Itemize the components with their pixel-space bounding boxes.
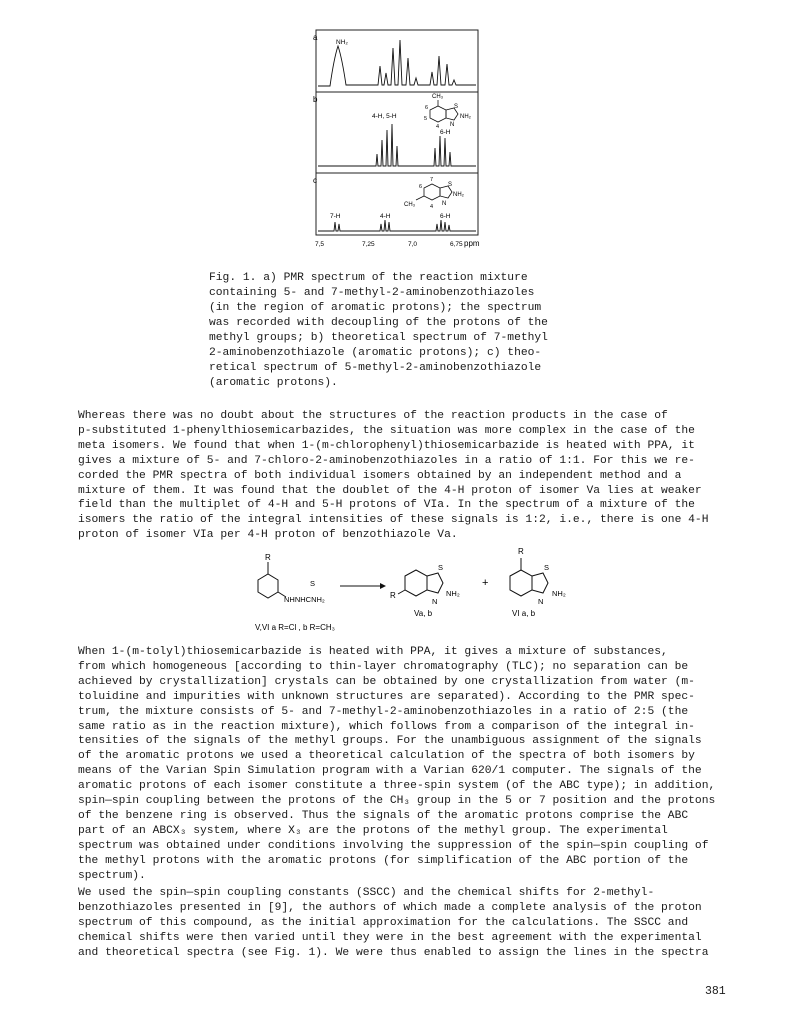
peak-label-4h: 4-H xyxy=(380,213,391,220)
page-number: 381 xyxy=(705,985,726,998)
product-via-structure xyxy=(510,558,548,596)
struct-c-n: N xyxy=(442,201,447,207)
panel-label-b: b xyxy=(313,95,318,104)
axis-tick-7-5: 7,5 xyxy=(315,241,325,248)
peak-label-6h-c: 6-H xyxy=(440,213,451,220)
paragraph-2: When 1-(m-tolyl)thiosemicarbazide is heated with PPA, it gives a mixture of substances, from which homogeneous [according to thin-layer chromatography (TLC); no separation can be achieved by crystallization] crystals can be obtained by one crystallization from water (m- toluidine and impurities with unknown structures are separated). According to the PMR spec- trum, the mixture consists of 5- and 7-methyl-2-aminobenzothiazoles in a ratio of 2:5 (the same ratio as in the reaction mixture), which follows from a comparison of the integral in- tensities of the signals of the methyl groups. For the unambiguous assignment of the signals of the aromatic protons we used a theoretical calculation of the spectra of both isomers by means of the Varian Spin Simulation program with a Varian 620/1 computer. The signals of the aromatic protons of each isomer constitute a three-spin system (of the ABC type); in addition, spin—spin coupling between the protons of the CH₃ group in the 5 or 7 position and the protons of the benzene ring is observed. Thus the signals of the aromatic protons comprise the ABC part of an ABCX₃ system, where X₃ are the protons of the methyl group. The experimental spectrum was obtained under conditions involving the suppression of the spin—spin coupling of the methyl protons with the aromatic protons (for simplification of the ABC portion of the spectrum). xyxy=(78,646,716,882)
product-via-label: VI a, b xyxy=(512,609,536,618)
struct-c-pos6: 6 xyxy=(419,184,423,190)
product-via-s: S xyxy=(544,563,550,572)
reactant-thio-s: S xyxy=(310,579,316,588)
product-va-structure xyxy=(398,570,443,596)
axis-tick-7-25: 7,25 xyxy=(362,241,375,248)
product-va-r: R xyxy=(390,591,396,600)
figure-caption: Fig. 1. a) PMR spectrum of the reaction mixture containing 5- and 7-methyl-2-aminobenzothiazoles (in the region of aromatic protons); the spectrum was recorded with decoupling of the protons of the methyl groups; b) theoretical spectrum of 7-methyl 2-aminobenzothiazole (aromatic protons); c) theo- retical spectrum of 5-methyl-2-aminobenzothiazole (aromatic protons). xyxy=(209,272,548,389)
product-via-nh2: NH₂ xyxy=(552,589,566,598)
paragraph-3: We used the spin—spin coupling constants (SSCC) and the chemical shifts for 2-methyl- benzothiazoles presented in [9], the authors of which made a complete analysis of the proton spectrum of this compound, as the initial approximation for the calculations. The SSCC and chemical shifts were then varied until they were in the best agreement with the experimental and theoretical spectra (see Fig. 1). We were thus enabled to assign the lines in the spectra xyxy=(78,887,709,959)
reaction-scheme xyxy=(250,540,590,640)
reactant-thio-chain: NHNHCNH₂ xyxy=(284,595,325,604)
panel-label-c: c xyxy=(313,176,317,185)
panel-label-a: a xyxy=(313,33,318,42)
reactant-r: R xyxy=(265,553,271,562)
struct-b-pos4: 4 xyxy=(436,124,440,130)
product-via-r: R xyxy=(518,547,524,556)
struct-b-pos5: 5 xyxy=(424,116,428,122)
reactant-label: V,VI a R=Cl , b R=CH₃ xyxy=(255,623,335,632)
struct-c-ch3: CH₃ xyxy=(404,202,416,208)
paragraph-1: Whereas there was no doubt about the structures of the reaction products in the case of p-substituted 1-phenylthiosemicarbazides, the situation was more complex in the case of the meta isomers. We found that when 1-(m-chlorophenyl)thiosemicarbazide is heated with PPA, it gives a mixture of 5- and 7-chloro-2-aminobenzothiazoles in a ratio of 1:1. For this we re- corded the PMR spectra of both individual isomers obtained by an independent method and a mixture of them. It was found that the doublet of the 4-H proton of isomer Va lies at weaker field than the multiplet of 4-H and 5-H protons of VIa. In the spectrum of a mixture of the isomers the ratio of the integral intensities of these signals is 1:2, i.e., there is one 4-H proton of isomer VIa per 4-H proton of benzothiazole Va. xyxy=(78,410,709,542)
spectrum-b-trace xyxy=(318,124,476,166)
product-va-nh2: NH₂ xyxy=(446,589,460,598)
axis-unit: ppm xyxy=(464,239,480,248)
peak-label-4h5h: 4-H, 5-H xyxy=(372,113,397,120)
struct-c-s: S xyxy=(448,182,453,188)
struct-b-pos6: 6 xyxy=(425,105,429,111)
spectrum-a-trace xyxy=(318,40,476,86)
struct-c-pos4: 4 xyxy=(430,204,434,210)
product-via-n: N xyxy=(538,597,544,606)
struct-c-pos7: 7 xyxy=(430,177,434,183)
peak-label-7h: 7-H xyxy=(330,213,341,220)
pmr-spectra-figure xyxy=(312,28,482,253)
nh2-label: NH₂ xyxy=(336,39,348,46)
struct-b-ch3: CH₃ xyxy=(432,94,444,100)
struct-b-n: N xyxy=(450,122,455,128)
product-va-s: S xyxy=(438,563,444,572)
product-va-n: N xyxy=(432,597,438,606)
struct-b-nh2: NH₂ xyxy=(460,114,471,120)
peak-label-6h-b: 6-H xyxy=(440,129,451,136)
reactant-structure xyxy=(258,562,286,598)
plus-sign: + xyxy=(482,577,489,589)
spectrum-c-trace xyxy=(318,220,476,231)
product-va-label: Va, b xyxy=(414,609,433,618)
struct-c-nh2: NH₂ xyxy=(453,192,464,198)
reaction-arrow-head xyxy=(380,583,386,589)
axis-tick-7-0: 7,0 xyxy=(408,241,418,248)
axis-tick-6-75: 6,75 xyxy=(450,241,463,248)
struct-b-s: S xyxy=(454,104,459,110)
